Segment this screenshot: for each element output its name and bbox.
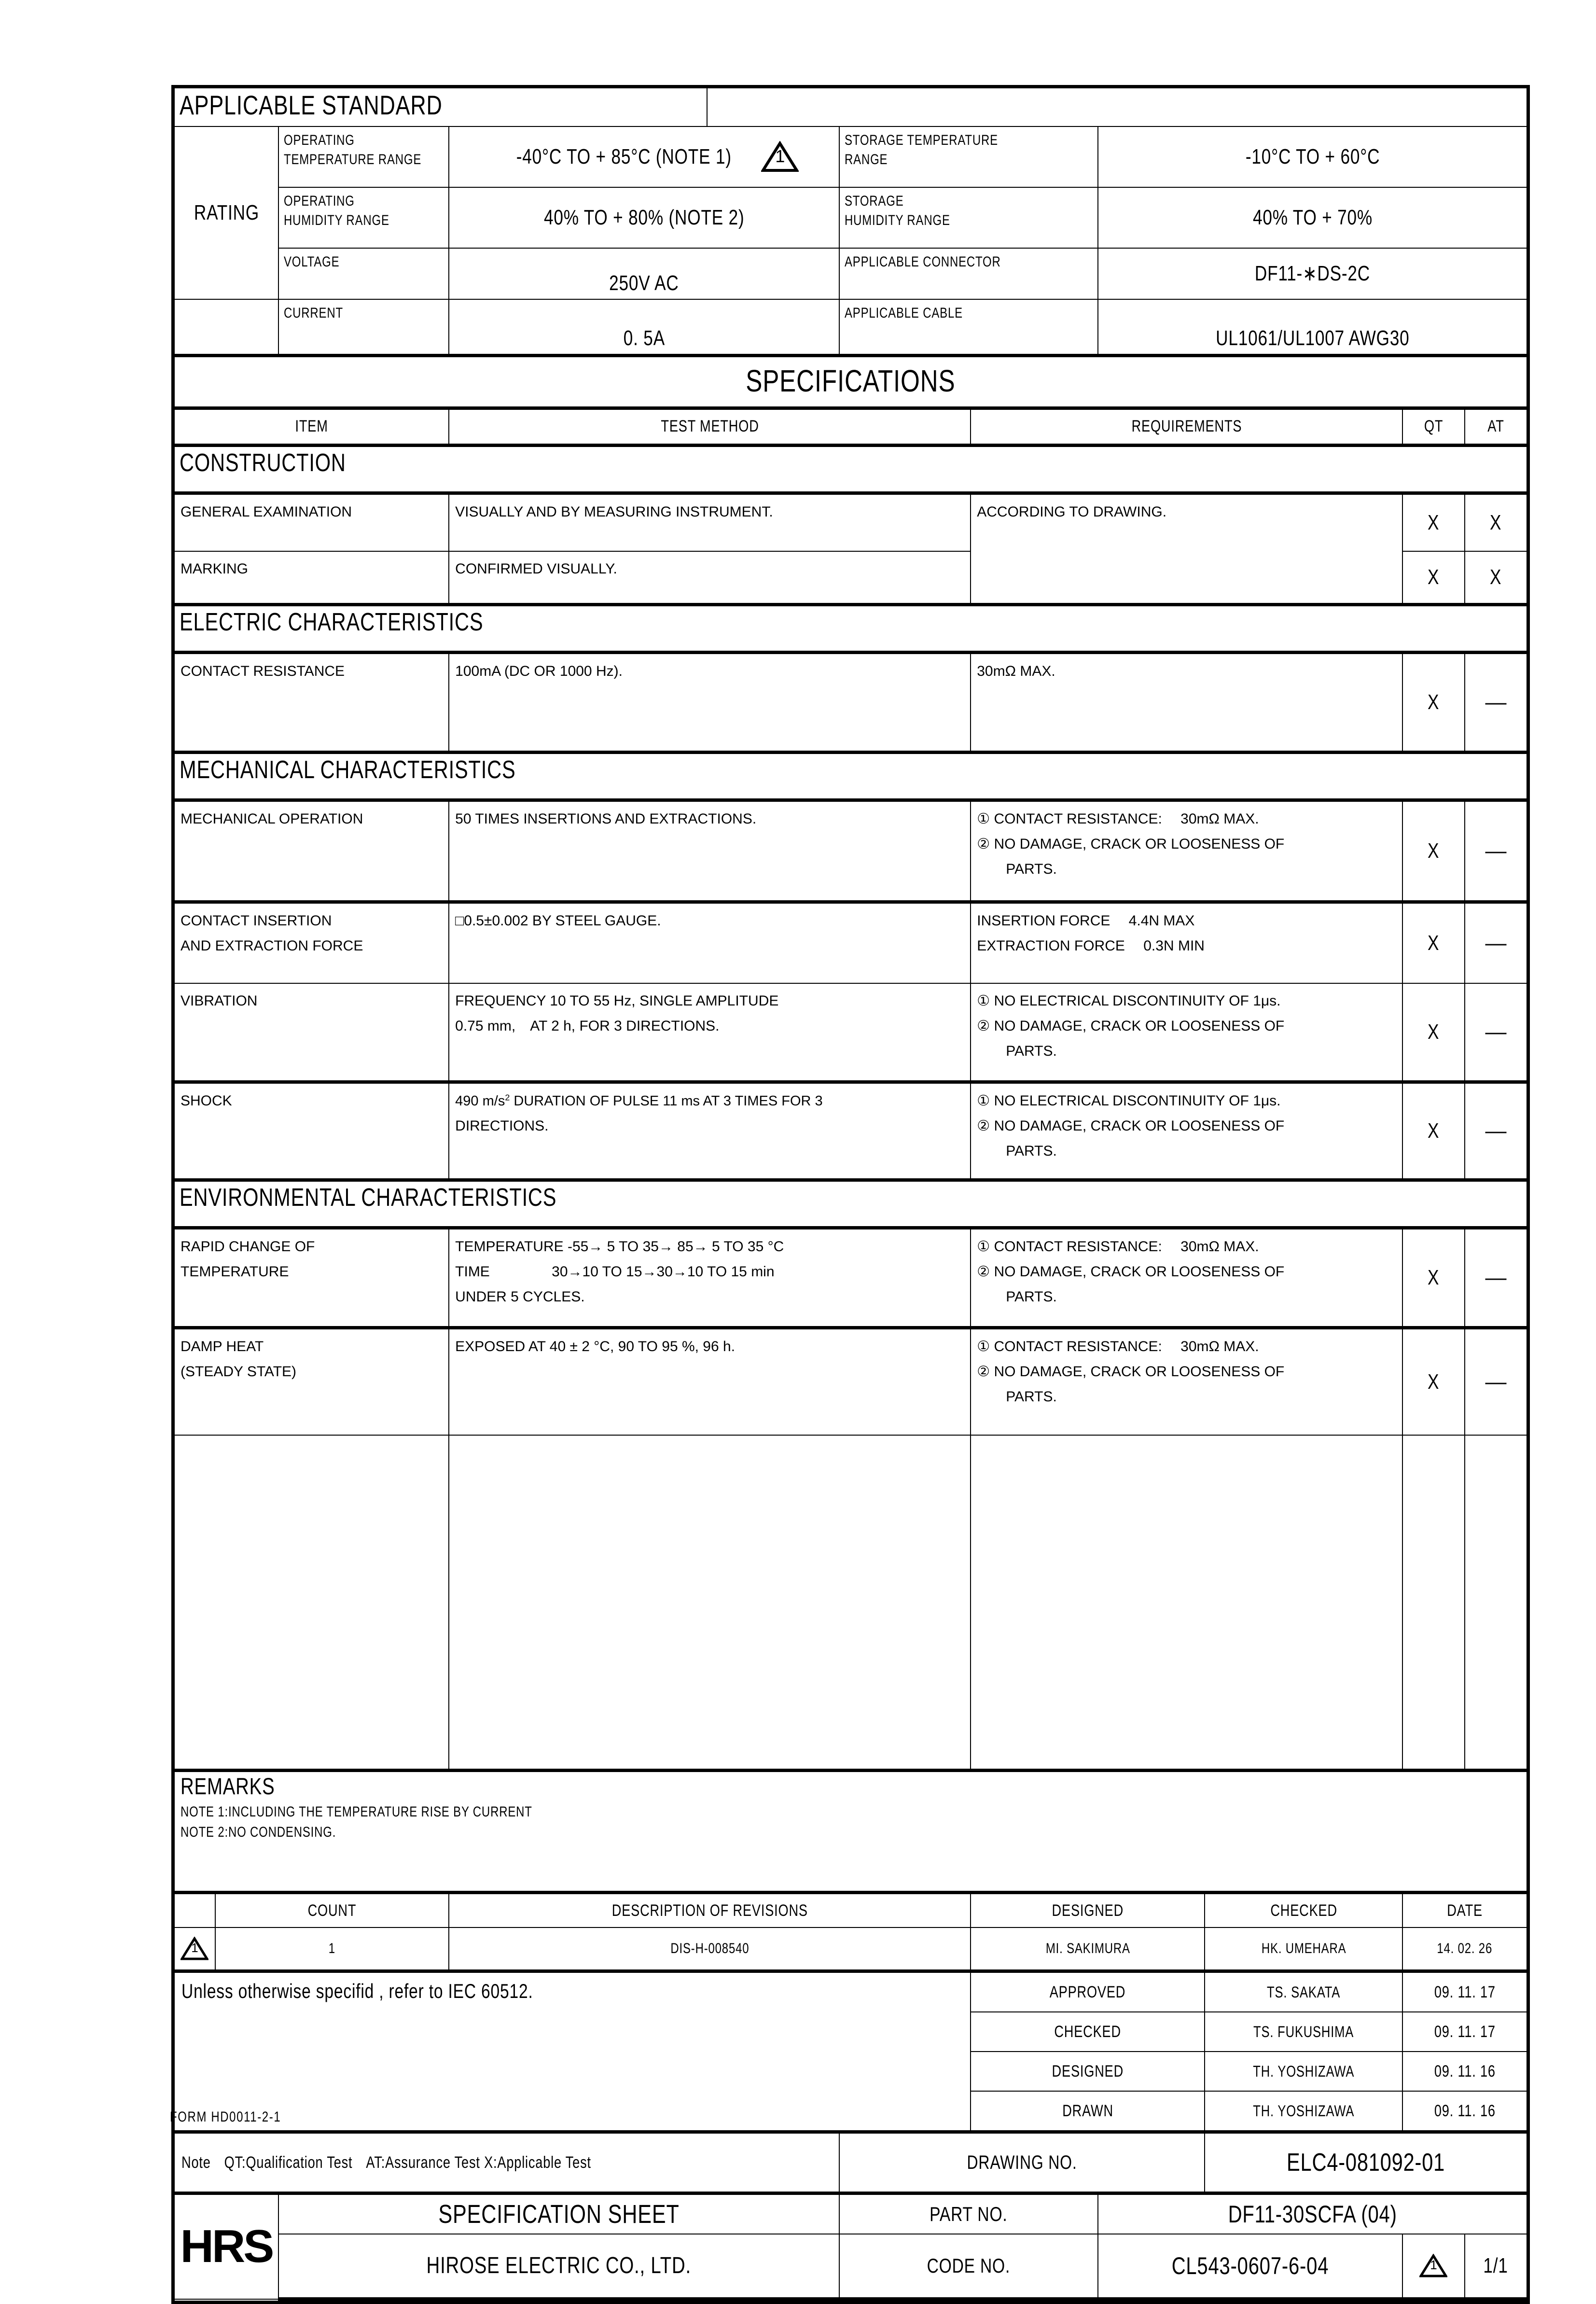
section-header-mechanical-cell	[175, 753, 1527, 800]
revision-count-header	[215, 1893, 449, 1928]
approval-name-value: TH. YOSHIZAWA	[1253, 2102, 1355, 2120]
column-header-at	[1465, 408, 1527, 446]
row-item-general-examination	[175, 493, 449, 552]
row-item-contact-resistance	[175, 653, 449, 753]
st-temp-label-l2: RANGE	[844, 152, 888, 168]
iec-note-text: Unless otherwise specifid , refer to IEC 60512.	[181, 1980, 533, 2002]
voltage-label	[278, 248, 449, 299]
section-heading-environmental: ENVIRONMENTAL CHARACTERISTICS	[180, 1184, 557, 1212]
row-at-vibration	[1465, 983, 1527, 1082]
qt-mark: X	[1428, 839, 1440, 863]
test-method-line-1: 490 $m/s^2$ DURATION OF PULSE 11 ms AT 3 TIMES FOR 3	[455, 1092, 823, 1109]
revision-date-header-label: DATE	[1447, 1901, 1483, 1920]
test-method-line-3: UNDER 5 CYCLES.	[455, 1289, 585, 1305]
revision-date-header	[1402, 1893, 1527, 1928]
spec-column-header-row	[175, 408, 1527, 446]
row-testmethod-rapid-change	[449, 1228, 971, 1328]
row-testmethod-general-examination	[449, 493, 971, 552]
op-temp-label-l1: OPERATING	[283, 132, 355, 148]
column-header-at-label: AT	[1487, 417, 1504, 435]
voltage-value-cell	[449, 248, 839, 299]
approval-role-label: DRAWN	[1062, 2102, 1113, 2120]
voltage-label-text: VOLTAGE	[283, 254, 340, 270]
revision-designed-header	[971, 1893, 1205, 1928]
section-header-environmental	[175, 1180, 1527, 1228]
test-method-text: CONFIRMED VISUALLY.	[455, 561, 617, 577]
row-item-contact-insertion	[175, 902, 449, 984]
form-tag-text: FORM HD0011-2-1	[170, 2109, 281, 2125]
applicable-connector-label	[839, 248, 1098, 299]
approval-name-value: TS. SAKATA	[1267, 1983, 1341, 2001]
approval-name-checked	[1205, 2012, 1402, 2052]
row-requirements-vibration	[971, 983, 1402, 1082]
test-method-line-2: 0.75 mm, AT 2 h, FOR 3 DIRECTIONS.	[455, 1018, 720, 1034]
note-legend-cell	[175, 2132, 839, 2193]
approval-role-drawn	[971, 2091, 1205, 2132]
row-testmethod-vibration	[449, 983, 971, 1082]
row-qt-contact-insertion	[1402, 902, 1465, 984]
qt-mark: X	[1428, 931, 1440, 955]
row-testmethod-contact-resistance	[449, 653, 971, 753]
filler-requirements	[971, 1435, 1402, 1771]
applicable-standard-title: APPLICABLE STANDARD	[180, 90, 443, 120]
row-qt-rapid-change	[1402, 1228, 1465, 1328]
remarks-cell	[175, 1771, 1527, 1893]
revision-description-cell	[449, 1927, 971, 1971]
requirements-line-2: ② NO DAMAGE, CRACK OR LOOSENESS OF	[977, 1118, 1285, 1134]
qt-mark: X	[1428, 1119, 1440, 1143]
column-header-requirements	[971, 408, 1402, 446]
approval-date-designed	[1402, 2052, 1527, 2091]
sheet-title-text: SPECIFICATION SHEET	[438, 2200, 680, 2229]
approval-role-checked	[971, 2012, 1205, 2052]
at-mark: —	[1485, 839, 1507, 863]
row-item-marking	[175, 551, 449, 605]
item-text: CONTACT RESISTANCE	[180, 663, 345, 679]
approval-date-approved	[1402, 1971, 1527, 2012]
rating-label-spacer	[175, 299, 278, 356]
revision-checked-cell	[1205, 1927, 1402, 1971]
revision-description-header	[449, 1893, 971, 1928]
revision-designed-header-label: DESIGNED	[1052, 1901, 1124, 1920]
column-header-requirements-label: REQUIREMENTS	[1131, 417, 1242, 435]
voltage-value: 250V AC	[609, 271, 679, 295]
row-at-mechanical-operation	[1465, 800, 1527, 902]
current-label	[278, 299, 449, 356]
row-requirements-construction	[971, 493, 1402, 605]
part-no-value-cell	[1098, 2193, 1527, 2234]
row-qt-mechanical-operation	[1402, 800, 1465, 902]
st-temp-label-l1: STORAGE TEMPERATURE	[844, 132, 998, 148]
row-requirements-contact-insertion	[971, 902, 1402, 984]
approval-role-label: DESIGNED	[1052, 2062, 1124, 2081]
requirements-line-3: PARTS.	[977, 1143, 1057, 1159]
item-line-1: RAPID CHANGE OF	[180, 1239, 315, 1255]
row-item-vibration	[175, 983, 449, 1082]
row-requirements-mechanical-operation	[971, 800, 1402, 902]
approval-role-designed	[971, 2052, 1205, 2091]
at-mark: —	[1485, 690, 1507, 714]
requirements-line-3: PARTS.	[977, 861, 1057, 877]
row-requirements-contact-resistance	[971, 653, 1402, 753]
operating-humidity-label	[278, 187, 449, 248]
test-method-line-2: DIRECTIONS.	[455, 1118, 549, 1134]
drawing-no-label: DRAWING NO.	[967, 2152, 1077, 2173]
company-name: HIROSE ELECTRIC CO., LTD.	[426, 2253, 692, 2278]
qt-mark: X	[1428, 511, 1440, 534]
rating-label: RATING	[194, 201, 259, 224]
table-row	[175, 1082, 1527, 1180]
filler-test-method	[449, 1435, 971, 1771]
applicable-cable-label	[839, 299, 1098, 356]
drawing-frame	[171, 85, 1530, 2304]
rating-row-voltage	[175, 248, 1527, 299]
row-testmethod-damp-heat	[449, 1328, 971, 1436]
empty-filler-row	[175, 1435, 1527, 1771]
test-method-text: □0.5±0.002 BY STEEL GAUGE.	[455, 913, 661, 929]
column-header-qt	[1402, 408, 1465, 446]
section-header-construction	[175, 446, 1527, 493]
op-temp-label-l2: TEMPERATURE RANGE	[283, 152, 422, 168]
revision-designed-value: MI. SAKIMURA	[1045, 1941, 1130, 1956]
approval-name-drawn	[1205, 2091, 1402, 2132]
approval-name-designed	[1205, 2052, 1402, 2091]
page-number: 1/1	[1483, 2254, 1509, 2277]
operating-temperature-value: -40°C TO + 85°C (NOTE 1)	[516, 145, 732, 168]
section-header-mechanical	[175, 753, 1527, 800]
row-at-contact-resistance	[1465, 653, 1527, 753]
drawing-no-value: ELC4-081092-01	[1287, 2149, 1445, 2177]
requirements-line-1: ① CONTACT RESISTANCE: 30mΩ MAX.	[977, 1339, 1259, 1354]
row-item-shock	[175, 1082, 449, 1180]
applicable-cable-value-cell	[1098, 299, 1527, 356]
revision-header-row	[175, 1893, 1527, 1928]
requirements-line-1: ① CONTACT RESISTANCE: 30mΩ MAX.	[977, 811, 1259, 827]
revision-date-cell	[1402, 1927, 1527, 1971]
approval-date-value: 09. 11. 16	[1434, 2062, 1496, 2081]
at-mark: —	[1485, 1266, 1507, 1289]
requirements-line-3: PARTS.	[977, 1389, 1057, 1405]
operating-humidity-value: 40% TO + 80% (NOTE 2)	[543, 206, 745, 229]
operating-humidity-value-cell	[449, 187, 839, 248]
item-text: GENERAL EXAMINATION	[180, 504, 352, 520]
test-method-line-1: TEMPERATURE -55→ 5 TO 35→ 85→ 5 TO 35 °C	[455, 1239, 784, 1255]
requirements-text: 30mΩ MAX.	[977, 663, 1055, 679]
note-legend-text: Note QT:Qualification Test AT:Assurance Test X:Applicable Test	[181, 2153, 591, 2172]
test-method-text: 50 TIMES INSERTIONS AND EXTRACTIONS.	[455, 811, 757, 827]
item-text: VIBRATION	[180, 993, 258, 1009]
requirements-line-2: ② NO DAMAGE, CRACK OR LOOSENESS OF	[977, 1264, 1285, 1280]
storage-temperature-value: -10°C TO + 60°C	[1245, 145, 1380, 168]
item-line-2: (STEADY STATE)	[180, 1364, 297, 1380]
column-header-test-method	[449, 408, 971, 446]
sheet-table	[175, 88, 1527, 2301]
row-qt-damp-heat	[1402, 1328, 1465, 1436]
storage-temperature-label	[839, 126, 1098, 187]
form-tag	[170, 2109, 309, 2126]
requirements-line-1: ① CONTACT RESISTANCE: 30mΩ MAX.	[977, 1239, 1259, 1255]
revision-count-header-label: COUNT	[307, 1901, 357, 1920]
at-mark: —	[1485, 1370, 1507, 1394]
row-requirements-damp-heat	[971, 1328, 1402, 1436]
approval-name-approved	[1205, 1971, 1402, 2012]
requirements-line-3: PARTS.	[977, 1043, 1057, 1059]
storage-humidity-value: 40% TO + 70%	[1252, 206, 1373, 229]
table-row	[175, 902, 1527, 984]
row-at-contact-insertion	[1465, 902, 1527, 984]
item-text: SHOCK	[180, 1093, 232, 1109]
applicable-connector-value: DF11-∗DS-2C	[1255, 262, 1371, 285]
op-hum-label-l1: OPERATING	[283, 193, 355, 209]
part-no-value: DF11-30SCFA (04)	[1228, 2201, 1397, 2228]
revision-description-header-label: DESCRIPTION OF REVISIONS	[611, 1901, 808, 1920]
approval-role-label: CHECKED	[1054, 2023, 1122, 2041]
row-testmethod-mechanical-operation	[449, 800, 971, 902]
qt-mark: X	[1428, 565, 1440, 589]
revision-count-cell	[215, 1927, 449, 1971]
title-block-row-2	[175, 2234, 1527, 2299]
qt-mark: X	[1428, 690, 1440, 714]
revision-designed-cell	[971, 1927, 1205, 1971]
section-header-environmental-cell	[175, 1180, 1527, 1228]
st-hum-label-l1: STORAGE	[844, 193, 904, 209]
revision-triangle-number: 1	[191, 1941, 198, 1955]
item-line-1: CONTACT INSERTION	[180, 913, 332, 929]
row-at-rapid-change	[1465, 1228, 1527, 1328]
remarks-note-2: NOTE 2:NO CONDENSING.	[180, 1824, 336, 1840]
requirements-line-2: ② NO DAMAGE, CRACK OR LOOSENESS OF	[977, 1364, 1285, 1380]
code-no-label-cell	[839, 2234, 1098, 2299]
row-testmethod-contact-insertion	[449, 902, 971, 984]
revision-triangle-icon	[761, 141, 799, 173]
column-header-test-method-label: TEST METHOD	[661, 417, 759, 435]
applicable-cable-value: UL1061/UL1007 AWG30	[1215, 326, 1410, 350]
row-qt-marking	[1402, 551, 1465, 605]
row-testmethod-marking	[449, 551, 971, 605]
item-line-1: DAMP HEAT	[180, 1339, 264, 1354]
storage-temperature-value-cell	[1098, 126, 1527, 187]
item-line-2: AND EXTRACTION FORCE	[180, 938, 363, 954]
test-method-text: 100mA (DC OR 1000 Hz).	[455, 663, 623, 679]
item-text: MARKING	[180, 561, 249, 577]
at-mark: —	[1485, 1119, 1507, 1143]
approval-date-value: 09. 11. 16	[1434, 2102, 1496, 2120]
table-row	[175, 983, 1527, 1082]
drawing-no-value-cell	[1205, 2132, 1527, 2193]
section-heading-electric: ELECTRIC CHARACTERISTICS	[180, 608, 484, 636]
sheet-title-cell	[278, 2193, 839, 2234]
approval-date-checked	[1402, 2012, 1527, 2052]
row-qt-vibration	[1402, 983, 1465, 1082]
column-header-qt-label: QT	[1424, 417, 1443, 435]
table-row	[175, 800, 1527, 902]
table-row	[175, 1228, 1527, 1328]
storage-humidity-value-cell	[1098, 187, 1527, 248]
specifications-banner: SPECIFICATIONS	[746, 363, 956, 398]
revision-triangle-number: 1	[1430, 2258, 1437, 2272]
applicable-connector-label-text: APPLICABLE CONNECTOR	[844, 254, 1001, 270]
applicable-cable-label-text: APPLICABLE CABLE	[844, 305, 963, 321]
current-label-text: CURRENT	[283, 305, 343, 321]
row-item-damp-heat	[175, 1328, 449, 1436]
remarks-note-1: NOTE 1:INCLUDING THE TEMPERATURE RISE BY CURRENT	[180, 1804, 532, 1820]
approval-name-value: TH. YOSHIZAWA	[1253, 2063, 1355, 2080]
approval-date-value: 09. 11. 17	[1434, 1983, 1496, 2001]
revision-marker-cell	[175, 1927, 215, 1971]
company-cell	[278, 2234, 839, 2299]
hrs-logo-cell	[175, 2193, 278, 2299]
page-number-cell	[1465, 2234, 1527, 2299]
approval-role-approved	[971, 1971, 1205, 2012]
test-method-text: VISUALLY AND BY MEASURING INSTRUMENT.	[455, 504, 773, 520]
requirements-line-1: ① NO ELECTRICAL DISCONTINUITY OF 1μs.	[977, 993, 1281, 1009]
revision-checked-value: HK. UMEHARA	[1261, 1941, 1346, 1956]
section-heading-mechanical: MECHANICAL CHARACTERISTICS	[180, 756, 516, 784]
row-at-shock	[1465, 1082, 1527, 1180]
row-qt-contact-resistance	[1402, 653, 1465, 753]
code-no-label: CODE NO.	[927, 2254, 1011, 2277]
column-header-item-label: ITEM	[295, 417, 328, 435]
op-hum-label-l2: HUMIDITY RANGE	[283, 212, 389, 228]
at-mark: X	[1490, 565, 1502, 589]
drawing-number-row	[175, 2132, 1527, 2193]
approval-name-value: TS. FUKUSHIMA	[1253, 2023, 1354, 2040]
part-no-label: PART NO.	[930, 2203, 1008, 2225]
iec-approval-row-1	[175, 1971, 1527, 2012]
current-value-cell	[449, 299, 839, 356]
row-qt-shock	[1402, 1082, 1465, 1180]
revision-description-value: DIS-H-008540	[670, 1941, 749, 1956]
revision-checked-header	[1205, 1893, 1402, 1928]
approval-role-label: APPROVED	[1050, 1983, 1126, 2001]
revision-date-value: 14. 02. 26	[1437, 1941, 1493, 1956]
section-header-construction-cell	[175, 446, 1527, 493]
current-value: 0. 5A	[623, 326, 665, 350]
row-item-mechanical-operation	[175, 800, 449, 902]
applicable-standard-title-cell	[175, 88, 707, 126]
revision-count-value: 1	[328, 1941, 336, 1956]
storage-humidity-label	[839, 187, 1098, 248]
revision-triangle-icon	[180, 1937, 208, 1961]
operating-temperature-value-cell	[449, 126, 839, 187]
specifications-banner-row	[175, 356, 1527, 408]
requirements-line-2: EXTRACTION FORCE 0.3N MIN	[977, 938, 1205, 954]
test-method-line-2: TIME 30→10 TO 15→30→10 TO 15 min	[455, 1264, 775, 1280]
part-no-label-cell	[839, 2193, 1098, 2234]
row-item-rapid-change	[175, 1228, 449, 1328]
approval-date-value: 09. 11. 17	[1434, 2023, 1496, 2041]
table-row	[175, 493, 1527, 552]
section-header-electric	[175, 605, 1527, 653]
filler-at	[1465, 1435, 1527, 1771]
requirements-line-1: INSERTION FORCE 4.4N MAX	[977, 913, 1195, 929]
row-at-damp-heat	[1465, 1328, 1527, 1436]
rating-label-cell	[175, 126, 278, 299]
requirements-line-2: ② NO DAMAGE, CRACK OR LOOSENESS OF	[977, 1018, 1285, 1034]
revision-checked-header-label: CHECKED	[1270, 1901, 1337, 1920]
filler-item	[175, 1435, 449, 1771]
at-mark: X	[1490, 511, 1502, 534]
applicable-standard-title-blank	[707, 88, 1527, 126]
row-at-general-examination	[1465, 493, 1527, 552]
requirements-line-3: PARTS.	[977, 1289, 1057, 1305]
code-no-value: CL543-0607-6-04	[1171, 2252, 1329, 2279]
row-at-marking	[1465, 551, 1527, 605]
test-method-line-1: FREQUENCY 10 TO 55 Hz, SINGLE AMPLITUDE	[455, 993, 779, 1009]
row-requirements-rapid-change	[971, 1228, 1402, 1328]
iec-note-cell	[175, 1971, 971, 2132]
at-mark: —	[1485, 1020, 1507, 1044]
revision-triangle-number: 1	[775, 146, 785, 166]
hrs-logo: HRS	[180, 2220, 273, 2273]
item-text: MECHANICAL OPERATION	[180, 811, 363, 827]
approval-date-drawn	[1402, 2091, 1527, 2132]
table-row	[175, 1328, 1527, 1436]
specifications-banner-cell	[175, 356, 1527, 408]
row-testmethod-shock	[449, 1082, 971, 1180]
requirements-text: ACCORDING TO DRAWING.	[977, 504, 1167, 520]
requirements-line-1: ① NO ELECTRICAL DISCONTINUITY OF 1μs.	[977, 1093, 1281, 1109]
qt-mark: X	[1428, 1266, 1440, 1289]
title-block-row-1	[175, 2193, 1527, 2234]
rating-row-current	[175, 299, 1527, 356]
applicable-connector-value-cell	[1098, 248, 1527, 299]
table-row	[175, 653, 1527, 753]
drawing-no-label-cell	[839, 2132, 1205, 2193]
test-method-text: EXPOSED AT 40 ± 2 °C, 90 TO 95 %, 96 h.	[455, 1339, 736, 1354]
rating-row-humidity	[175, 187, 1527, 248]
at-mark: —	[1485, 931, 1507, 955]
code-no-value-cell	[1098, 2234, 1402, 2299]
column-header-item	[175, 408, 449, 446]
section-heading-construction: CONSTRUCTION	[180, 449, 346, 477]
st-hum-label-l2: HUMIDITY RANGE	[844, 212, 950, 228]
operating-temperature-label	[278, 126, 449, 187]
remarks-row	[175, 1771, 1527, 1893]
filler-qt	[1402, 1435, 1465, 1771]
footer-revision-marker-cell	[1402, 2234, 1465, 2299]
row-requirements-shock	[971, 1082, 1402, 1180]
row-qt-general-examination	[1402, 493, 1465, 552]
revision-row	[175, 1927, 1527, 1971]
requirements-line-2: ② NO DAMAGE, CRACK OR LOOSENESS OF	[977, 836, 1285, 852]
section-header-electric-cell	[175, 605, 1527, 653]
revision-marker-header	[175, 1893, 215, 1928]
applicable-standard-title-row	[175, 88, 1527, 126]
remarks-title: REMARKS	[180, 1774, 275, 1800]
qt-mark: X	[1428, 1370, 1440, 1394]
rating-row-temperature	[175, 126, 1527, 187]
item-line-2: TEMPERATURE	[180, 1264, 289, 1280]
qt-mark: X	[1428, 1020, 1440, 1044]
